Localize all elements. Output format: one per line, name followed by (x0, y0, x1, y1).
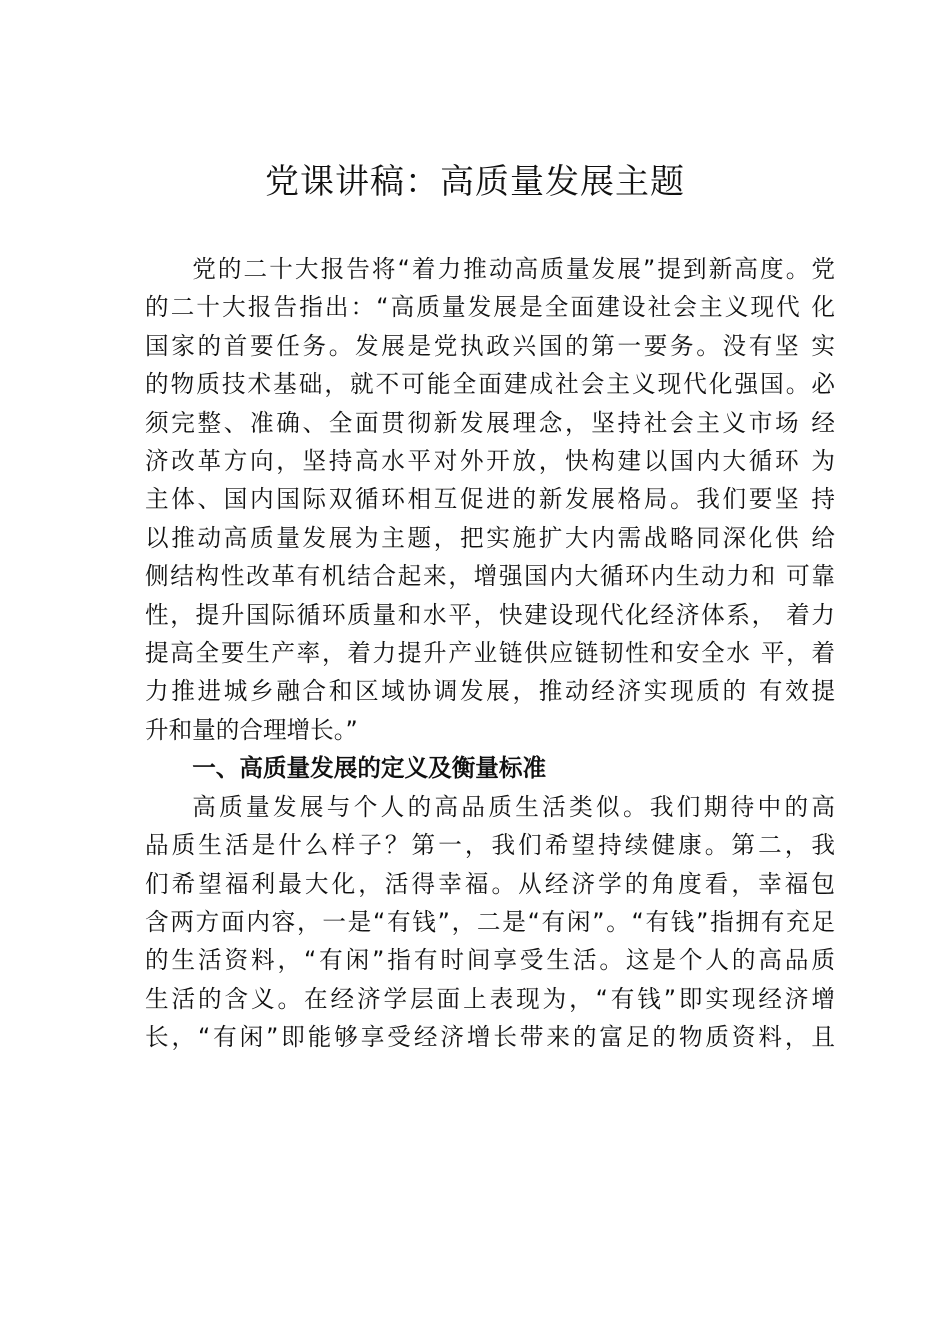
section-heading-1: 一、高质量发展的定义及衡量标准 (192, 754, 547, 783)
text-line: 国家的首要任务。发展是党执政兴国的第一要务。没有坚 实 (145, 331, 835, 360)
text-line: 品质生活是什么样子？第一，我们希望持续健康。第二，我 (145, 831, 835, 860)
text-line: 侧结构性改革有机结合起来，增强国内大循环内生动力和 可靠 (145, 562, 835, 591)
paragraph-section-1 (145, 788, 835, 1057)
text-line: 提高全要生产率，着力提升产业链供应链韧性和安全水 平，着 (145, 639, 835, 668)
text-line: 的生活资料，“有闲”指有时间享受生活。这是个人的高品质 (145, 946, 835, 975)
text-line: 的物质技术基础，就不可能全面建成社会主义现代化强国。必 (145, 370, 835, 399)
text-line: 以推动高质量发展为主题，把实施扩大内需战略同深化供 给 (145, 523, 835, 552)
text-line: 性，提升国际循环质量和水平，快建设现代化经济体系， 着力 (145, 600, 835, 629)
text-line: 力推进城乡融合和区域协调发展，推动经济实现质的 有效提 (145, 677, 835, 706)
text-line: 升和量的合理增长。” (145, 715, 358, 744)
text-line: 高质量发展与个人的高品质生活类似。我们期待中的高 (192, 792, 835, 821)
text-line: 们希望福利最大化，活得幸福。从经济学的角度看，幸福包 (145, 869, 835, 898)
text-line: 含两方面内容，一是“有钱”，二是“有闲”。“有钱”指拥有充足 (145, 907, 835, 936)
text-line: 须完整、准确、全面贯彻新发展理念，坚持社会主义市场 经 (145, 408, 835, 437)
text-line: 党的二十大报告将“着力推动高质量发展”提到新高度。党 (192, 255, 835, 283)
document-title: 党课讲稿：高质量发展主题 (265, 162, 685, 202)
text-line: 济改革方向，坚持高水平对外开放，快构建以国内大循环 为 (145, 447, 835, 476)
text-line: 主体、国内国际双循环相互促进的新发展格局。我们要坚 持 (145, 485, 835, 514)
paragraph-intro (145, 250, 835, 749)
document-body (145, 250, 835, 1057)
text-line: 的二十大报告指出：“高质量发展是全面建设社会主义现代 化 (145, 293, 835, 322)
text-line: 生活的含义。在经济学层面上表现为，“有钱”即实现经济增 (145, 984, 835, 1013)
text-line: 长，“有闲”即能够享受经济增长带来的富足的物质资料，且 (145, 1023, 835, 1052)
